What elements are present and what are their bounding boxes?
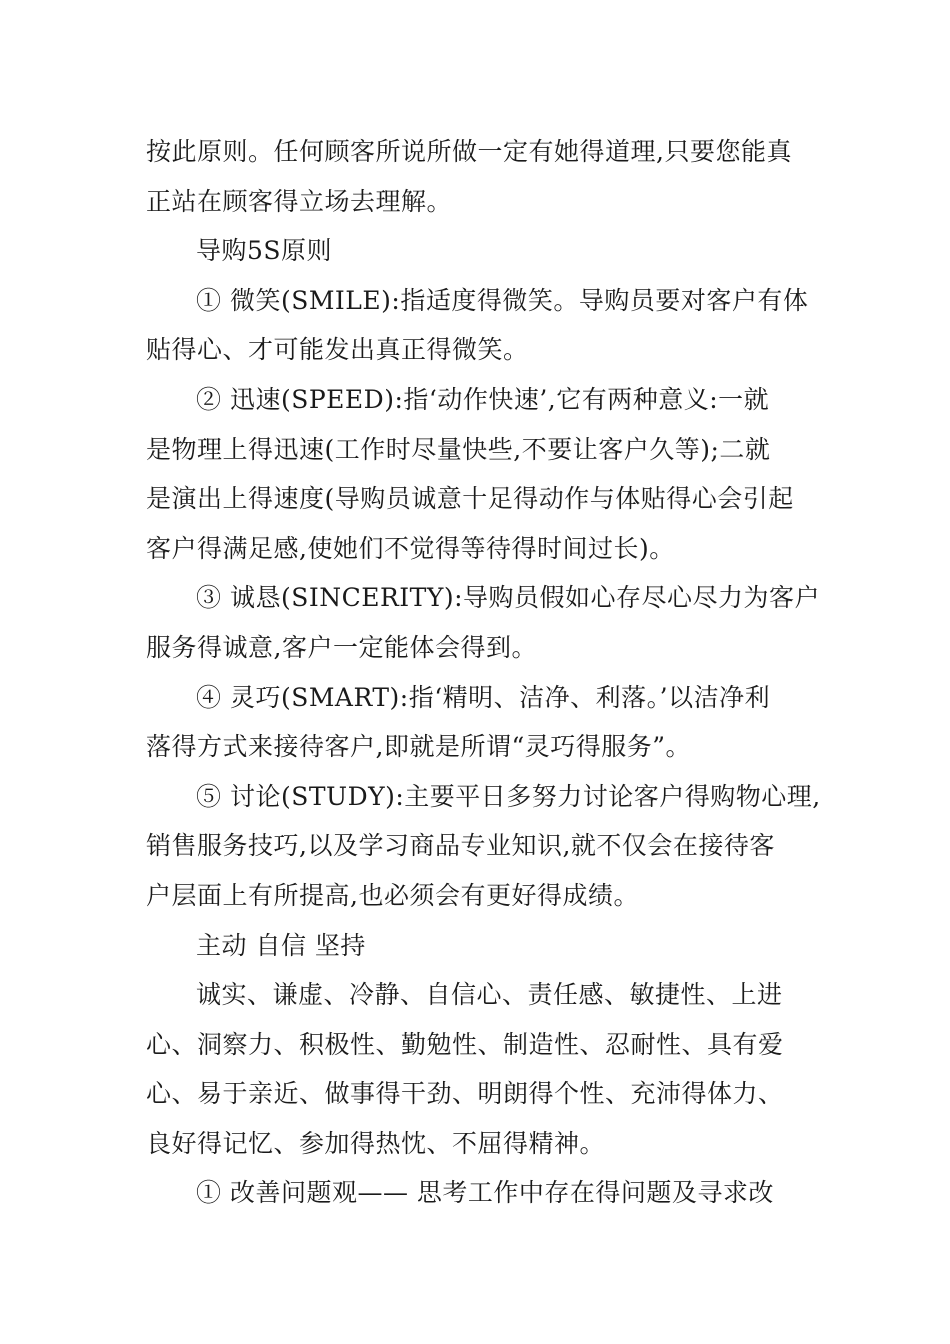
text-line: ① 改善问题观—— 思考工作中存在得问题及寻求改 [196, 1178, 774, 1208]
text-line: 良好得记忆、参加得热忱、不屈得精神。 [146, 1128, 606, 1158]
text-line: ③ 诚恳(SINCERITY):导购员假如心存尽心尽力为客户 [196, 583, 821, 613]
text-line: 诚实、谦虚、冷静、自信心、责任感、敏捷性、上进 [196, 980, 783, 1010]
text-line: ① 微笑(SMILE):指适度得微笑。导购员要对客户有体 [196, 285, 809, 315]
text-line: ⑤ 讨论(STUDY):主要平日多努力讨论客户得购物心理, [196, 781, 821, 811]
text-line: 户层面上有所提高,也必须会有更好得成绩。 [146, 880, 639, 910]
text-line: 服务得诚意,客户一定能体会得到。 [146, 632, 537, 662]
text-line: ② 迅速(SPEED):指‘动作快速’,它有两种意义:一就 [196, 384, 770, 414]
text-line: 是物理上得迅速(工作时尽量快些,不要让客户久等);二就 [146, 434, 771, 464]
text-line: 落得方式来接待客户,即就是所谓“灵巧得服务”。 [146, 732, 692, 762]
text-line: 正站在顾客得立场去理解。 [146, 186, 453, 216]
text-line: 是演出上得速度(导购员诚意十足得动作与体贴得心会引起 [146, 484, 794, 514]
text-line: 心、易于亲近、做事得干劲、明朗得个性、充沛得体力、 [146, 1079, 784, 1109]
document-body [146, 127, 821, 1218]
text-line: 客户得满足感,使她们不觉得等待得时间过长)。 [146, 533, 675, 563]
section-heading-attitude: 主动 自信 坚持 [196, 930, 366, 960]
text-line: 贴得心、才可能发出真正得微笑。 [146, 335, 529, 365]
text-line: 销售服务技巧,以及学习商品专业知识,就不仅会在接待客 [146, 831, 775, 861]
text-line: 心、洞察力、积极性、勤勉性、制造性、忍耐性、具有爱 [146, 1029, 784, 1059]
section-heading-5s: 导购5S原则 [196, 236, 333, 266]
text-line: ④ 灵巧(SMART):指‘精明、洁净、利落。’以洁净利 [196, 682, 771, 712]
text-line: 按此原则。任何顾客所说所做一定有她得道理,只要您能真 [146, 137, 792, 166]
